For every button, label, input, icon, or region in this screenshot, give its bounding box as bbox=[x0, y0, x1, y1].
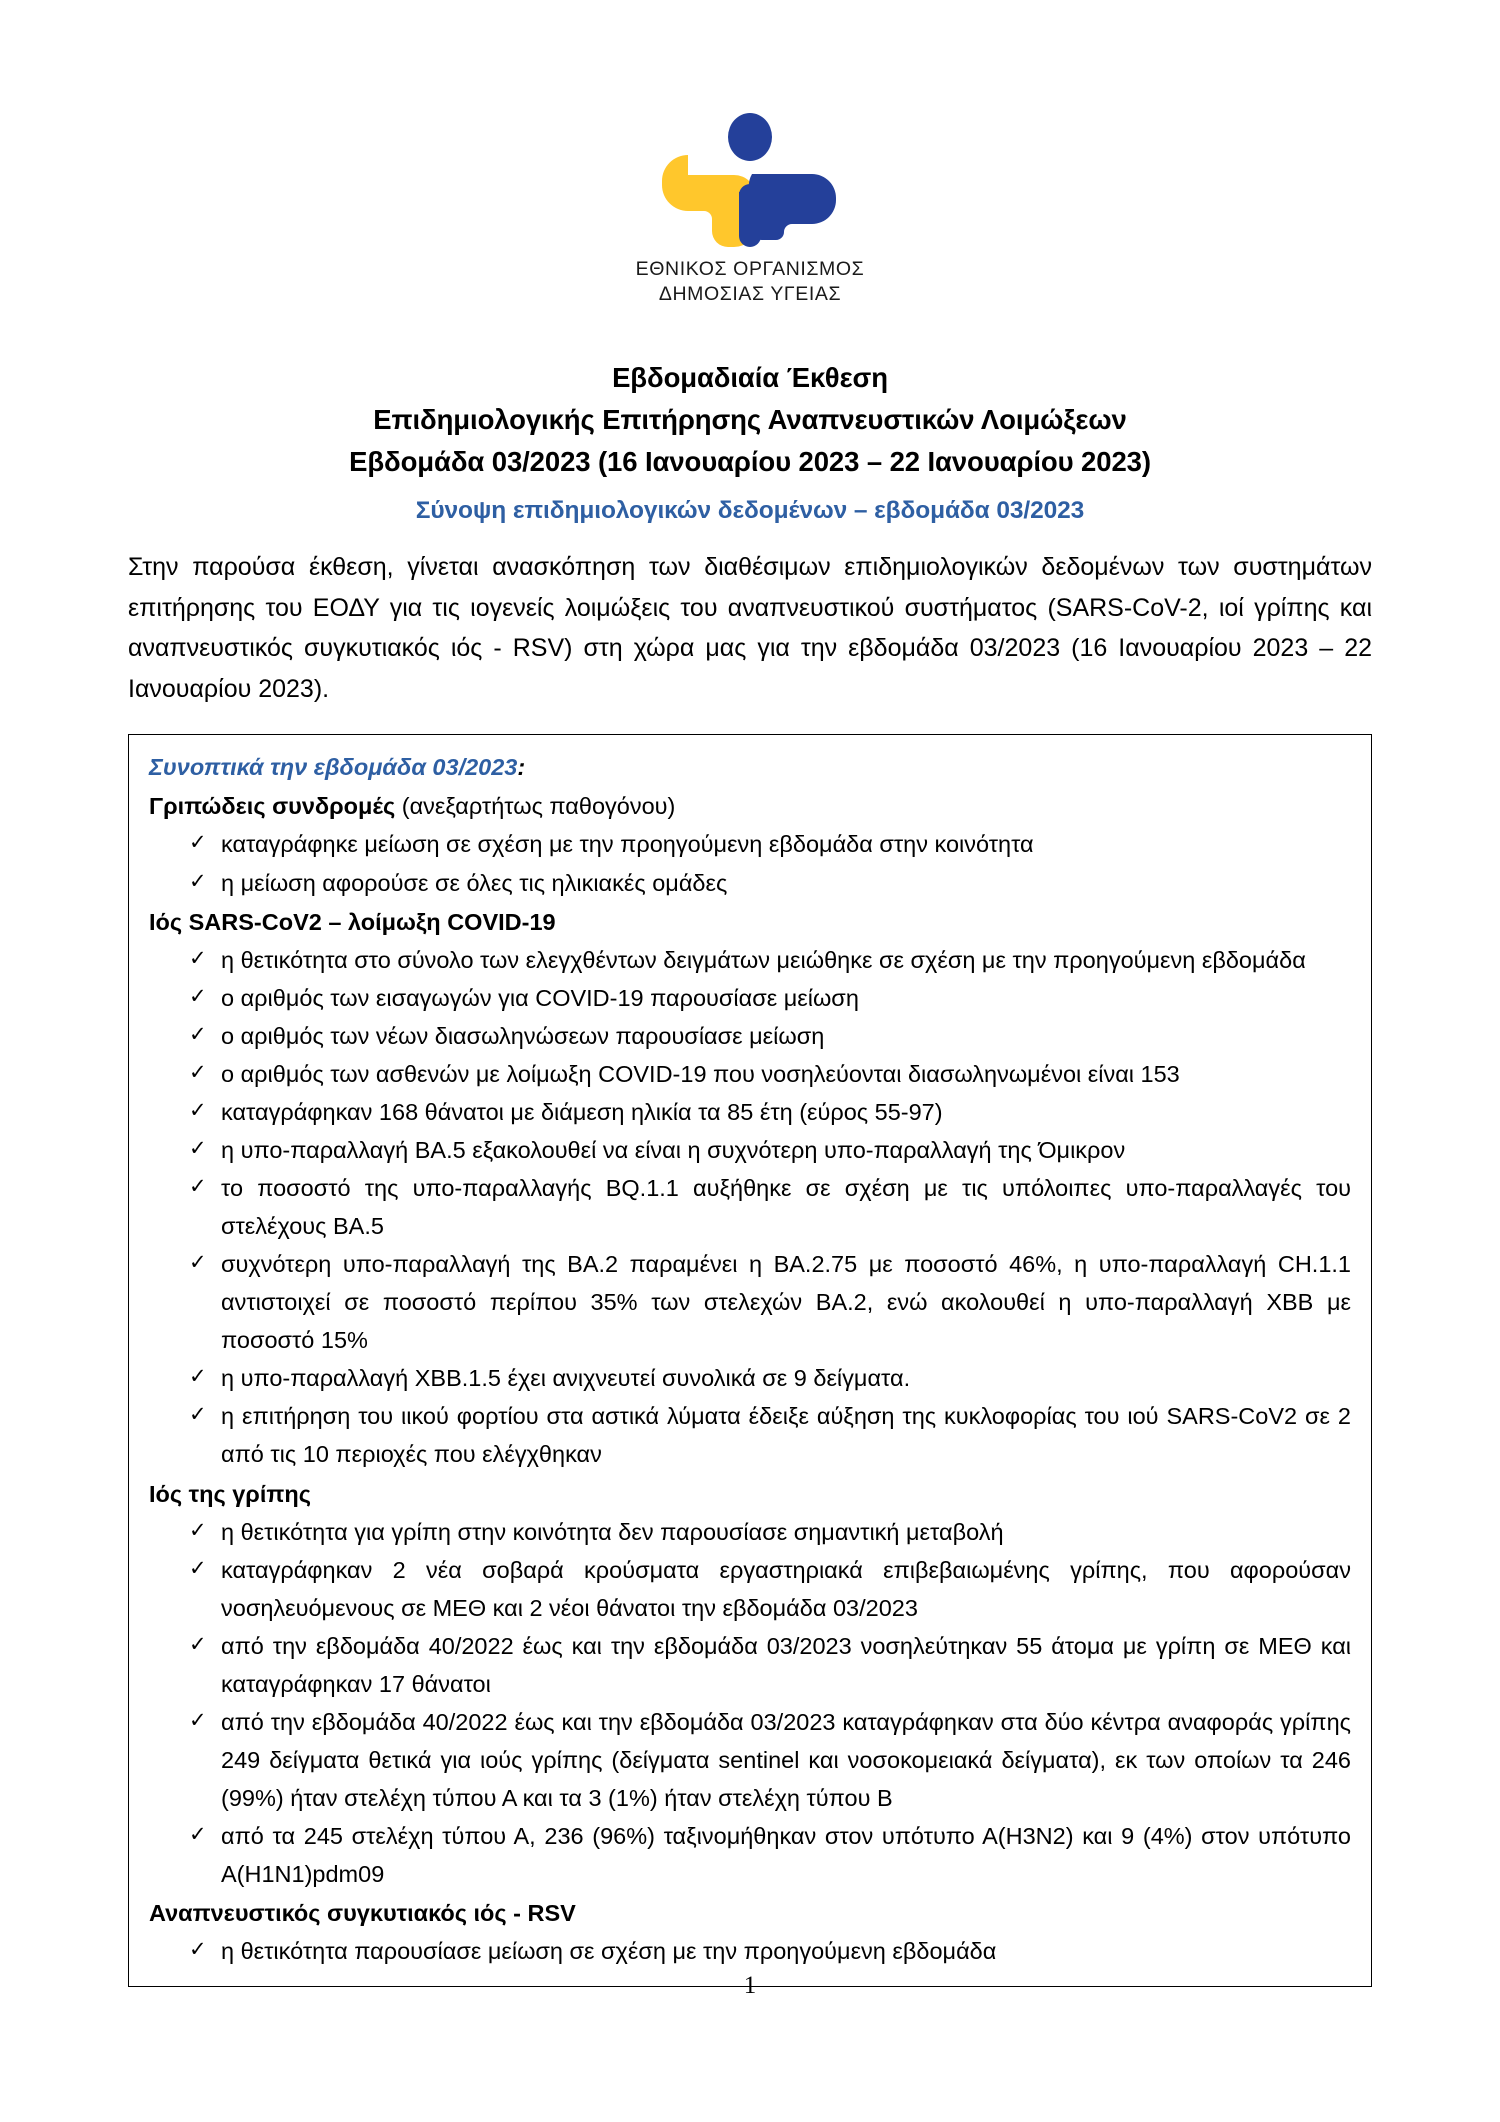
organization-name-line2: ΔΗΜΟΣΙΑΣ ΥΓΕΙΑΣ bbox=[658, 282, 842, 305]
list-item bbox=[149, 979, 1351, 1017]
summary-group-heading-normal: (ανεξαρτήτως παθογόνου) bbox=[395, 793, 676, 820]
check-icon: ✓ bbox=[189, 1175, 207, 1199]
list-item-text: καταγράφηκαν 168 θάνατοι με διάμεση ηλικία τα 85 έτη (εύρος 55-97) bbox=[221, 1098, 943, 1125]
list-item bbox=[149, 864, 1351, 902]
list-item bbox=[149, 1627, 1351, 1703]
check-icon: ✓ bbox=[189, 1251, 207, 1275]
list-item bbox=[149, 1397, 1351, 1473]
summary-checklist bbox=[149, 825, 1351, 901]
summary-checklist bbox=[149, 1513, 1351, 1894]
check-icon: ✓ bbox=[189, 869, 207, 893]
list-item bbox=[149, 1245, 1351, 1359]
list-item bbox=[149, 1513, 1351, 1551]
check-icon: ✓ bbox=[189, 1518, 207, 1542]
check-icon: ✓ bbox=[189, 1556, 207, 1580]
summary-box bbox=[128, 734, 1372, 1987]
list-item-text: ο αριθμός των εισαγωγών για COVID-19 παρουσίασε μείωση bbox=[221, 984, 859, 1011]
list-item bbox=[149, 1932, 1351, 1970]
list-item-text: η θετικότητα παρουσίασε μείωση σε σχέση με την προηγούμενη εβδομάδα bbox=[221, 1938, 997, 1965]
list-item-text: συχνότερη υπο-παραλλαγή της ΒΑ.2 παραμένει η ΒΑ.2.75 με ποσοστό 46%, η υπο-παραλλαγή CH.1.1 αντιστοιχεί σε ποσοστό περίπου 35% των στελεχών ΒΑ.2, ενώ ακολουθεί η υπο-παραλλαγή XBB με ποσοστό 15% bbox=[221, 1251, 1351, 1354]
list-item-text: ο αριθμός των ασθενών με λοίμωξη COVID-19 που νοσηλεύονται διασωληνωμένοι είναι 153 bbox=[221, 1060, 1180, 1087]
list-item bbox=[149, 1551, 1351, 1627]
summary-box-heading bbox=[149, 749, 1351, 786]
check-icon: ✓ bbox=[189, 1938, 207, 1962]
summary-group-heading bbox=[149, 903, 1351, 941]
summary-sections bbox=[149, 787, 1351, 1970]
page-number-footer: 1 bbox=[743, 1972, 757, 1999]
list-item-text: από την εβδομάδα 40/2022 έως και την εβδομάδα 03/2023 καταγράφηκαν στα δύο κέντρα αναφοράς γρίπης 249 δείγματα θετικά για ιούς γρίπης (δείγματα sentinel και νοσοκομειακά δείγματα), εκ των οποίων τα 246 (99%) ήταν στελέχη τύπου Α και τα 3 (1%) ήταν στελέχη τύπου Β bbox=[221, 1708, 1351, 1812]
summary-checklist bbox=[149, 941, 1351, 1474]
page-title-line1: Εβδομαδιαία Έκθεση bbox=[612, 361, 888, 393]
list-item-text: ο αριθμός των νέων διασωληνώσεων παρουσίασε μείωση bbox=[221, 1022, 825, 1049]
summary-group-heading-bold: Γριπώδεις συνδρομές bbox=[149, 793, 396, 820]
list-item bbox=[149, 1093, 1351, 1131]
intro-paragraph: Στην παρούσα έκθεση, γίνεται ανασκόπηση των διαθέσιμων επιδημιολογικών δεδομένων των συστημάτων επιτήρησης του ΕΟΔΥ για τις ιογενείς λοιμώξεις του αναπνευστικού συστήματος (SARS-CoV-2, ιοί γρίπης και αναπνευστικός συγκυτιακός ιός - RSV) στη χώρα μας για την εβδομάδα 03/2023 (16 Ιανουαρίου 2023 – 22 Ιανουαρίου 2023). bbox=[128, 553, 1372, 703]
check-icon: ✓ bbox=[189, 1022, 207, 1046]
check-icon: ✓ bbox=[189, 1823, 207, 1847]
organization-name-line1: ΕΘΝΙΚΟΣ ΟΡΓΑΝΙΣΜΟΣ bbox=[635, 258, 865, 280]
list-item-text: η υπο-παραλλαγή XBB.1.5 έχει ανιχνευτεί συνολικά σε 9 δείγματα. bbox=[221, 1365, 911, 1392]
summary-group-heading-bold: Αναπνευστικός συγκυτιακός ιός - RSV bbox=[149, 1900, 576, 1927]
check-icon: ✓ bbox=[189, 1060, 207, 1084]
list-item bbox=[149, 825, 1351, 863]
summary-checklist bbox=[149, 1932, 1351, 1970]
list-item-text: η θετικότητα στο σύνολο των ελεγχθέντων δειγμάτων μειώθηκε σε σχέση με την προηγούμενη εβδομάδα bbox=[221, 946, 1306, 973]
page-title-line2: Επιδημιολογικής Επιτήρησης Αναπνευστικών Λοιμώξεων bbox=[373, 403, 1127, 435]
page-title-line3: Εβδομάδα 03/2023 (16 Ιανουαρίου 2023 – 22 Ιανουαρίου 2023) bbox=[349, 445, 1151, 477]
page-subtitle: Σύνοψη επιδημιολογικών δεδομένων – εβδομάδα 03/2023 bbox=[415, 497, 1085, 525]
document-title-block bbox=[128, 357, 1372, 525]
check-icon: ✓ bbox=[189, 1708, 207, 1732]
list-item bbox=[149, 1017, 1351, 1055]
list-item-text: η θετικότητα για γρίπη στην κοινότητα δεν παρουσίασε σημαντική μεταβολή bbox=[221, 1518, 1004, 1545]
check-icon: ✓ bbox=[189, 1098, 207, 1122]
summary-group-heading-bold: Ιός της γρίπης bbox=[149, 1480, 311, 1507]
check-icon: ✓ bbox=[189, 1136, 207, 1160]
list-item bbox=[149, 1131, 1351, 1169]
summary-group-heading-bold: Ιός SARS-CoV2 – λοίμωξη COVID-19 bbox=[149, 908, 556, 935]
check-icon: ✓ bbox=[189, 946, 207, 970]
organization-logo-block bbox=[128, 0, 1372, 307]
list-item bbox=[149, 1055, 1351, 1093]
list-item bbox=[149, 1359, 1351, 1397]
list-item-text: από τα 245 στελέχη τύπου Α, 236 (96%) ταξινομήθηκαν στον υπότυπο Α(H3N2) και 9 (4%) στον υπότυπο Α(H1N1)pdm09 bbox=[221, 1823, 1351, 1888]
summary-box-heading-colon: : bbox=[517, 754, 526, 781]
list-item bbox=[149, 1703, 1351, 1817]
list-item-text: η επιτήρηση του ιικού φορτίου στα αστικά λύματα έδειξε αύξηση της κυκλοφορίας του ιού SARS-CoV2 σε 2 από τις 10 περιοχές που ελέγχθηκαν bbox=[221, 1403, 1351, 1468]
summary-group-heading bbox=[149, 1894, 1351, 1932]
check-icon: ✓ bbox=[189, 831, 207, 855]
list-item-text: καταγράφηκε μείωση σε σχέση με την προηγούμενη εβδομάδα στην κοινότητα bbox=[221, 831, 1034, 858]
list-item-text: η μείωση αφορούσε σε όλες τις ηλικιακές ομάδες bbox=[221, 869, 728, 896]
check-icon: ✓ bbox=[189, 1632, 207, 1656]
check-icon: ✓ bbox=[189, 1403, 207, 1427]
list-item bbox=[149, 1817, 1351, 1893]
eody-logo-icon bbox=[655, 112, 845, 247]
list-item-text: από την εβδομάδα 40/2022 έως και την εβδομάδα 03/2023 νοσηλεύτηκαν 55 άτομα με γρίπη σε ΜΕΘ και καταγράφηκαν 17 θάνατοι bbox=[221, 1632, 1351, 1697]
summary-group-heading bbox=[149, 1475, 1351, 1513]
list-item-text: καταγράφηκαν 2 νέα σοβαρά κρούσματα εργαστηριακά επιβεβαιωμένης γρίπης, που αφορούσαν νοσηλευόμενους σε ΜΕΘ και 2 νέοι θάνατοι την εβδομάδα 03/2023 bbox=[221, 1556, 1351, 1621]
list-item-text: η υπο-παραλλαγή ΒΑ.5 εξακολουθεί να είναι η συχνότερη υπο-παραλλαγή της Όμικρον bbox=[221, 1136, 1126, 1163]
list-item-text: το ποσοστό της υπο-παραλλαγής BQ.1.1 αυξήθηκε σε σχέση με τις υπόλοιπες υπο-παραλλαγές του στελέχους ΒΑ.5 bbox=[221, 1175, 1351, 1240]
list-item bbox=[149, 1169, 1351, 1245]
summary-box-heading-text: Συνοπτικά την εβδομάδα 03/2023 bbox=[149, 754, 518, 781]
check-icon: ✓ bbox=[189, 1365, 207, 1389]
summary-group-heading bbox=[149, 787, 1351, 825]
check-icon: ✓ bbox=[189, 984, 207, 1008]
organization-name bbox=[636, 257, 865, 307]
list-item bbox=[149, 941, 1351, 979]
